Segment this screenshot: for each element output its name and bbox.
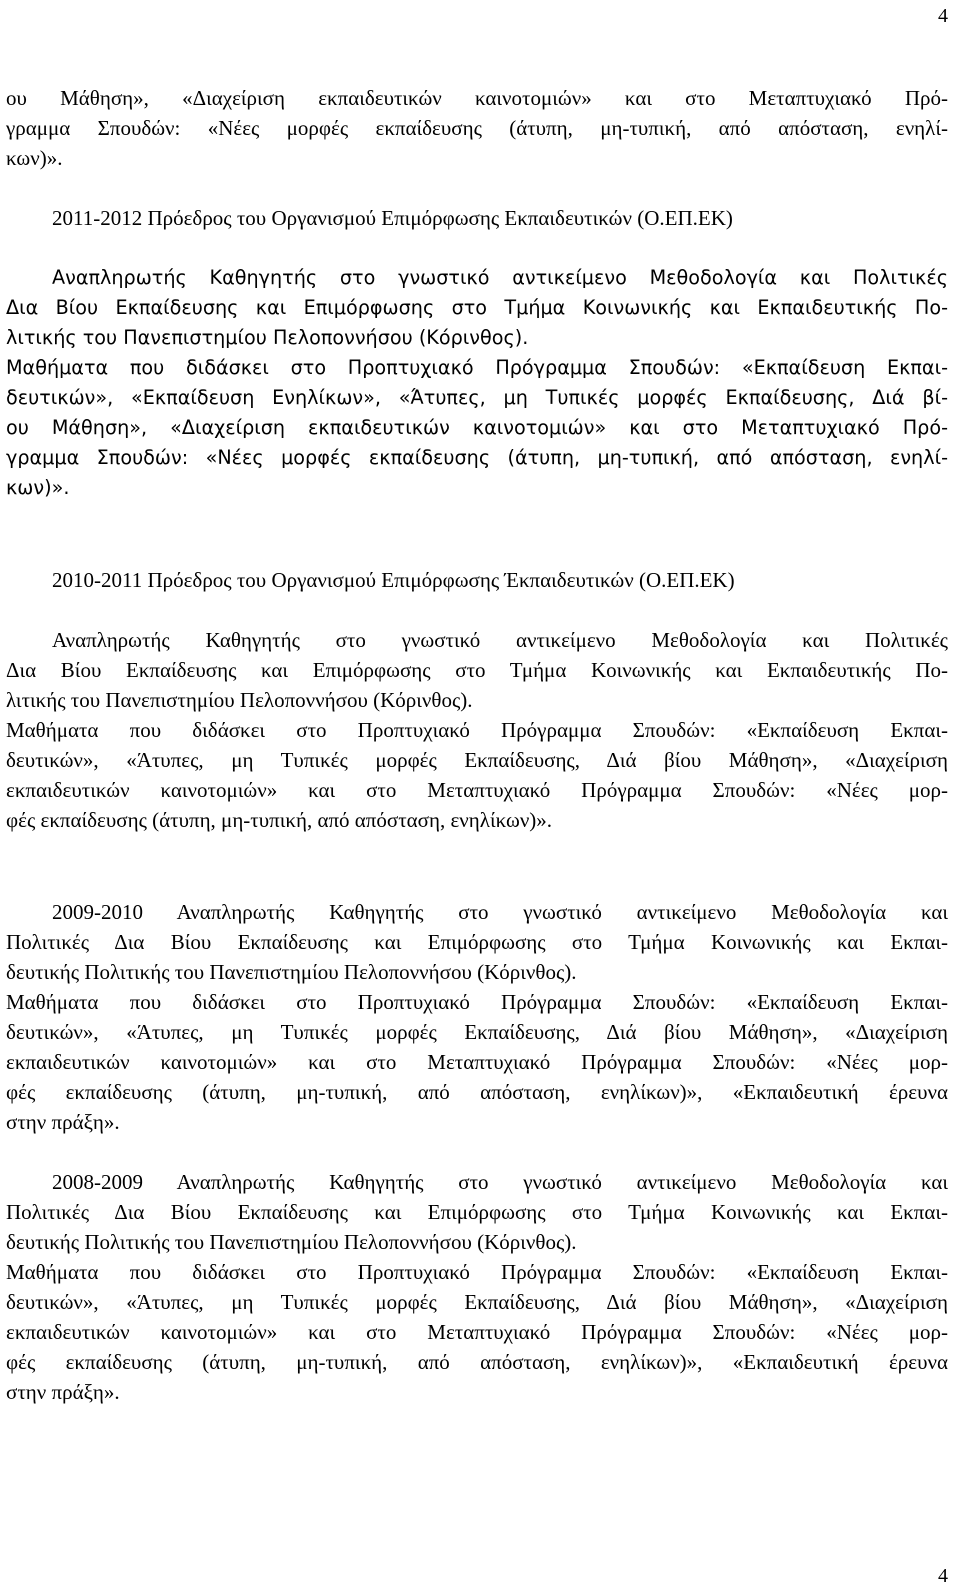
text-line: Μαθήματα που διδάσκει στο Προπτυχιακό Πρόγραμμα Σπουδών: «Εκπαίδευση Εκπαι- xyxy=(6,718,948,742)
section-heading: 2010-2011 Πρόεδρος του Οργανισμού Επιμόρφωσης Έκπαιδευτικών (Ο.ΕΠ.ΕΚ) xyxy=(52,568,735,592)
text-line: Αναπληρωτής Καθηγητής στο γνωστικό αντικείμενο Μεθοδολογία και Πολιτικές xyxy=(52,628,948,652)
text-line: λιτικής του Πανεπιστημίου Πελοποννήσου (Κόρινθος). xyxy=(6,326,529,349)
text-line: Μαθήματα που διδάσκει στο Προπτυχιακό Πρόγραμμα Σπουδών: «Εκπαίδευση Εκπαι- xyxy=(6,356,948,379)
text-line: Δια Βίου Εκπαίδευσης και Επιμόρφωσης στο Τμήμα Κοινωνικής και Εκπαιδευτικής Πο- xyxy=(6,658,948,682)
text-line: κων)». xyxy=(6,476,70,499)
text-line: ου Μάθηση», «Διαχείριση εκπαιδευτικών καινοτομιών» και στο Μεταπτυχιακό Πρό- xyxy=(6,416,948,439)
text-line: δευτικών», «Άτυπες, μη Τυπικές μορφές Εκπαίδευσης, Διά βίου Μάθηση», «Διαχείριση xyxy=(6,748,948,772)
text-line: φές εκπαίδευσης (άτυπη, μη-τυπική, από απόσταση, ενηλίκων)», «Εκπαιδευτική έρευνα xyxy=(6,1350,948,1374)
text-line: δευτικών», «Άτυπες, μη Τυπικές μορφές Εκπαίδευσης, Διά βίου Μάθηση», «Διαχείριση xyxy=(6,1020,948,1044)
page-number-bottom: 4 xyxy=(938,1565,948,1587)
text-line: γραμμα Σπουδών: «Νέες μορφές εκπαίδευσης (άτυπη, μη-τυπική, από απόσταση, ενηλί- xyxy=(6,446,948,469)
text-line: φές εκπαίδευσης (άτυπη, μη-τυπική, από απόσταση, ενηλίκων)», «Εκπαιδευτική έρευνα xyxy=(6,1080,948,1104)
text-line: δευτικής Πολιτικής του Πανεπιστημίου Πελοποννήσου (Κόρινθος). xyxy=(6,1230,577,1254)
text-line: εκπαιδευτικών καινοτομιών» και στο Μεταπτυχιακό Πρόγραμμα Σπουδών: «Νέες μορ- xyxy=(6,778,948,802)
text-line: στην πράξη». xyxy=(6,1110,120,1134)
text-line: Πολιτικές Δια Βίου Εκπαίδευσης και Επιμόρφωσης στο Τμήμα Κοινωνικής και Εκπαι- xyxy=(6,930,948,954)
text-line: εκπαιδευτικών καινοτομιών» και στο Μεταπτυχιακό Πρόγραμμα Σπουδών: «Νέες μορ- xyxy=(6,1320,948,1344)
text-line: δευτικής Πολιτικής του Πανεπιστημίου Πελοποννήσου (Κόρινθος). xyxy=(6,960,577,984)
text-line: εκπαιδευτικών καινοτομιών» και στο Μεταπτυχιακό Πρόγραμμα Σπουδών: «Νέες μορ- xyxy=(6,1050,948,1074)
text-line: Δια Βίου Εκπαίδευσης και Επιμόρφωσης στο Τμήμα Κοινωνικής και Εκπαιδευτικής Πο- xyxy=(6,296,948,319)
text-line: Πολιτικές Δια Βίου Εκπαίδευσης και Επιμόρφωσης στο Τμήμα Κοινωνικής και Εκπαι- xyxy=(6,1200,948,1224)
text-line: Μαθήματα που διδάσκει στο Προπτυχιακό Πρόγραμμα Σπουδών: «Εκπαίδευση Εκπαι- xyxy=(6,990,948,1014)
section-heading: 2008-2009 Αναπληρωτής Καθηγητής στο γνωστικό αντικείμενο Μεθοδολογία και xyxy=(52,1170,948,1194)
section-heading: 2011-2012 Πρόεδρος του Οργανισμού Επιμόρφωσης Εκπαιδευτικών (Ο.ΕΠ.ΕΚ) xyxy=(52,206,733,230)
text-line: κων)». xyxy=(6,146,63,170)
text-line: στην πράξη». xyxy=(6,1380,120,1404)
text-line: Αναπληρωτής Καθηγητής στο γνωστικό αντικείμενο Μεθοδολογία και Πολιτικές xyxy=(52,266,948,289)
text-line: ου Μάθηση», «Διαχείριση εκπαιδευτικών καινοτομιών» και στο Μεταπτυχιακό Πρό- xyxy=(6,86,948,110)
text-line: φές εκπαίδευσης (άτυπη, μη-τυπική, από απόσταση, ενηλίκων)». xyxy=(6,808,553,832)
text-line: λιτικής του Πανεπιστημίου Πελοποννήσου (Κόρινθος). xyxy=(6,688,473,712)
text-line: δευτικών», «Εκπαίδευση Ενηλίκων», «Άτυπες, μη Τυπικές μορφές Εκπαίδευσης, Διά βί- xyxy=(6,386,948,409)
section-heading: 2009-2010 Αναπληρωτής Καθηγητής στο γνωστικό αντικείμενο Μεθοδολογία και xyxy=(52,900,948,924)
page-number-top: 4 xyxy=(938,5,948,27)
text-line: δευτικών», «Άτυπες, μη Τυπικές μορφές Εκπαίδευσης, Διά βίου Μάθηση», «Διαχείριση xyxy=(6,1290,948,1314)
text-line: Μαθήματα που διδάσκει στο Προπτυχιακό Πρόγραμμα Σπουδών: «Εκπαίδευση Εκπαι- xyxy=(6,1260,948,1284)
text-line: γραμμα Σπουδών: «Νέες μορφές εκπαίδευσης (άτυπη, μη-τυπική, από απόσταση, ενηλί- xyxy=(6,116,948,140)
